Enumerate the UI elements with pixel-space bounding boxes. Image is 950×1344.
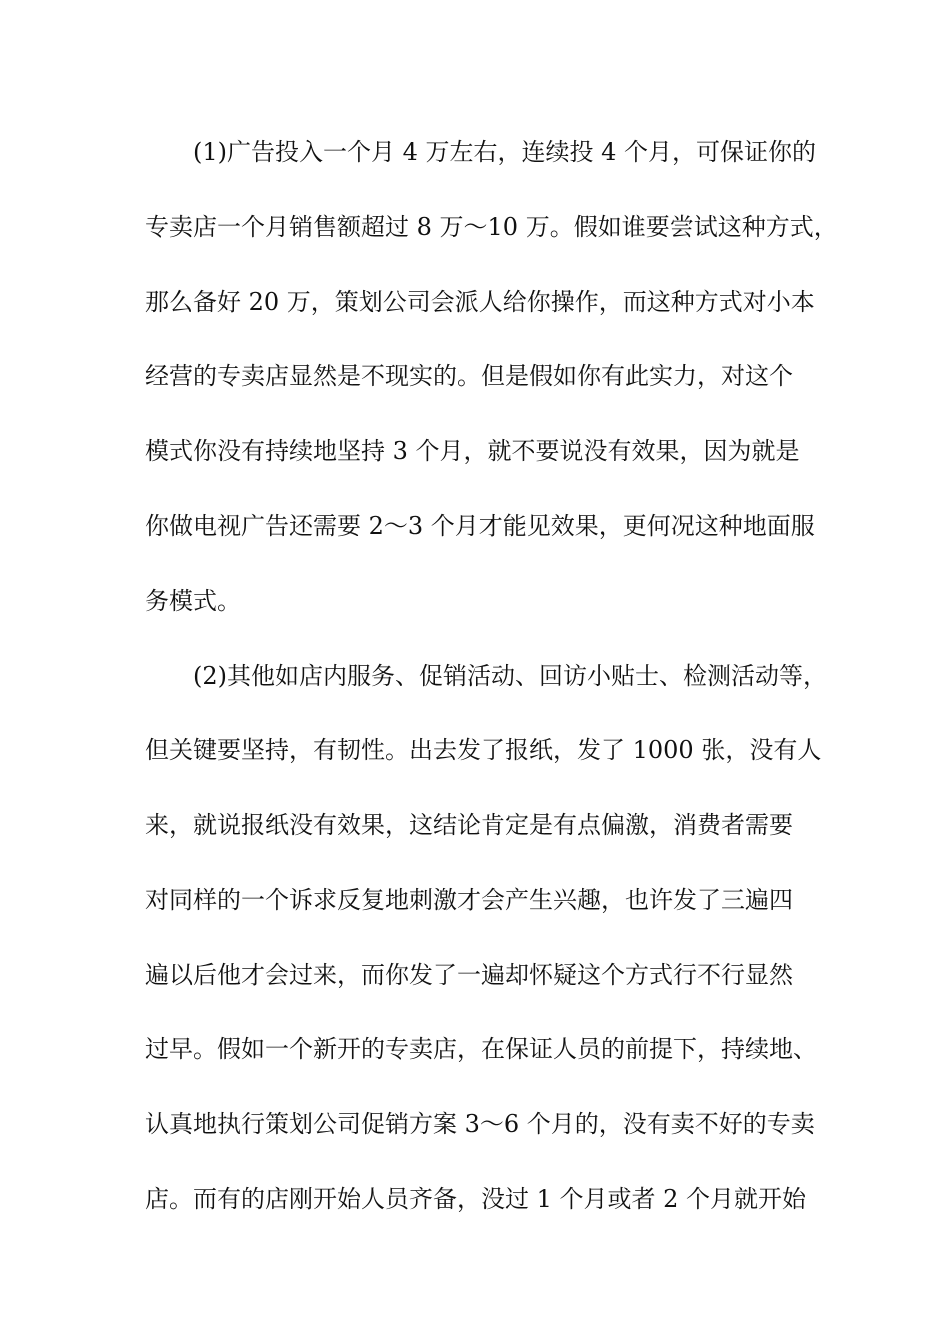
paragraph-1-line-6: 你做电视广告还需要 2～3 个月才能见效果，更何况这种地面服 xyxy=(145,512,815,540)
paragraph-1-line-1: (1)广告投入一个月 4 万左右，连续投 4 个月，可保证你的 xyxy=(193,138,817,166)
paragraph-1-line-5: 模式你没有持续地坚持 3 个月，就不要说没有效果，因为就是 xyxy=(145,437,800,465)
paragraph-2-line-6: 过早。假如一个新开的专卖店，在保证人员的前提下，持续地、 xyxy=(145,1035,817,1063)
paragraph-1-line-3: 那么备好 20 万，策划公司会派人给你操作，而这种方式对小本 xyxy=(145,288,815,316)
paragraph-1-line-2: 专卖店一个月销售额超过 8 万～10 万。假如谁要尝试这种方式， xyxy=(145,213,838,241)
paragraph-2-line-3: 来，就说报纸没有效果，这结论肯定是有点偏激，消费者需要 xyxy=(145,811,793,839)
paragraph-2-line-2: 但关键要坚持，有韧性。出去发了报纸，发了 1000 张，没有人 xyxy=(145,736,822,764)
paragraph-1-line-7: 务模式。 xyxy=(145,587,241,615)
paragraph-2-line-4: 对同样的一个诉求反复地刺激才会产生兴趣，也许发了三遍四 xyxy=(145,886,793,914)
paragraph-2-line-5: 遍以后他才会过来，而你发了一遍却怀疑这个方式行不行显然 xyxy=(145,961,793,989)
paragraph-2-line-1: (2)其他如店内服务、促销活动、回访小贴士、检测活动等， xyxy=(193,662,827,690)
paragraph-2-line-8: 店。而有的店刚开始人员齐备，没过 1 个月或者 2 个月就开始 xyxy=(145,1185,807,1213)
paragraph-2-line-7: 认真地执行策划公司促销方案 3～6 个月的，没有卖不好的专卖 xyxy=(145,1110,815,1138)
paragraph-1-line-4: 经营的专卖店显然是不现实的。但是假如你有此实力，对这个 xyxy=(145,362,793,390)
